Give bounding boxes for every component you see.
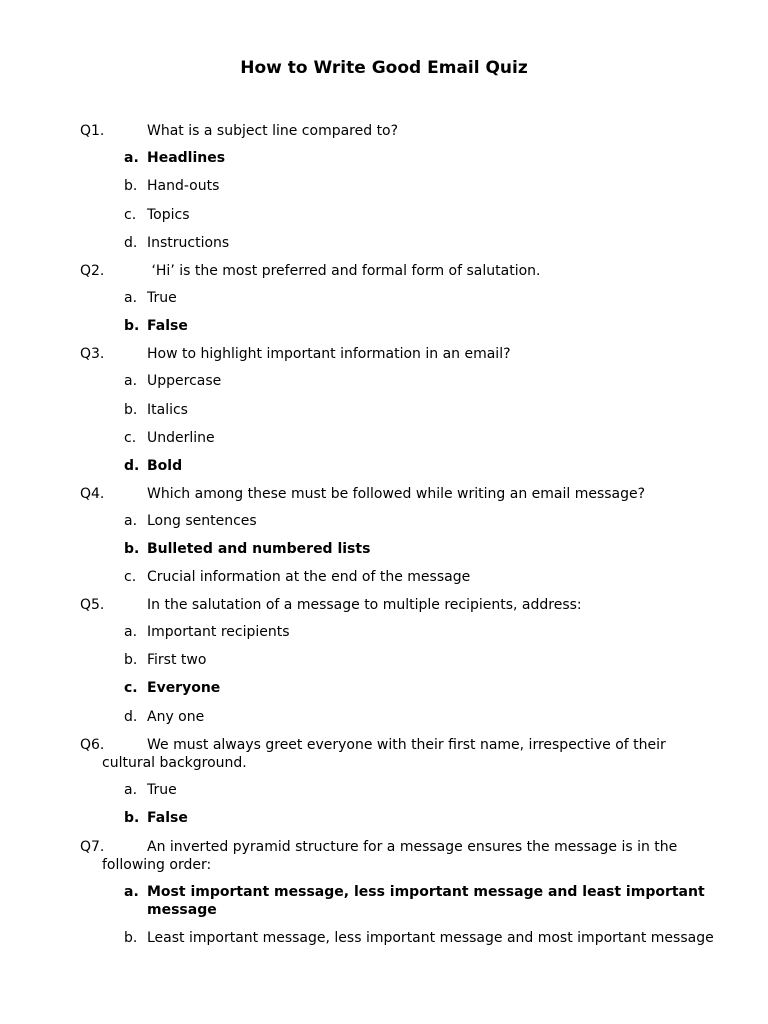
option-text: Topics [147, 207, 190, 223]
option-letter: b. [124, 178, 138, 194]
option-text: True [147, 782, 177, 798]
question-number: Q2. [80, 263, 105, 279]
option-letter: b. [124, 402, 138, 418]
question-number: Q5. [80, 597, 105, 613]
question-number: Q3. [80, 346, 105, 362]
question-text: ‘Hi’ is the most preferred and formal form of salutation. [147, 263, 541, 279]
option-letter: a. [124, 290, 138, 306]
option-text: False [147, 810, 188, 826]
option-letter: a. [124, 624, 138, 640]
option-letter: a. [124, 884, 139, 900]
question-text: We must always greet everyone with their first name, irrespective of their [147, 737, 666, 753]
question-number: Q4. [80, 486, 105, 502]
option-text: Headlines [147, 150, 226, 166]
question-number: Q6. [80, 737, 105, 753]
option-letter: a. [124, 782, 138, 798]
question-text: Which among these must be followed while writing an email message? [147, 486, 646, 502]
option-text: Least important message, less important message and most important message [147, 930, 714, 946]
question-text: How to highlight important information in an email? [147, 346, 511, 362]
option-letter: b. [124, 652, 138, 668]
option-text: Bold [147, 458, 183, 474]
option-text: Crucial information at the end of the message [147, 569, 471, 585]
option-text: Hand-outs [147, 178, 220, 194]
option-text: Everyone [147, 680, 221, 696]
option-letter: d. [124, 235, 138, 251]
option-text: First two [147, 652, 207, 668]
option-text: Italics [147, 402, 188, 418]
option-text: Uppercase [147, 373, 222, 389]
question-number: Q7. [80, 839, 105, 855]
option-letter: c. [124, 207, 137, 223]
option-letter: d. [124, 458, 140, 474]
option-letter: b. [124, 930, 138, 946]
page-title: How to Write Good Email Quiz [240, 58, 528, 78]
option-text: Bulleted and numbered lists [147, 541, 371, 557]
option-text: Most important message, less important message and least important [147, 884, 705, 900]
option-letter: c. [124, 569, 137, 585]
option-letter: a. [124, 150, 139, 166]
option-text: Underline [147, 430, 215, 446]
option-letter: d. [124, 709, 138, 725]
option-text: False [147, 318, 188, 334]
option-text-continued: message [147, 902, 217, 918]
option-text: Long sentences [147, 513, 257, 529]
question-number: Q1. [80, 123, 105, 139]
option-text: Any one [147, 709, 205, 725]
option-letter: b. [124, 541, 140, 557]
option-text: True [147, 290, 177, 306]
option-letter: c. [124, 430, 137, 446]
option-letter: b. [124, 318, 140, 334]
option-letter: b. [124, 810, 140, 826]
question-text: In the salutation of a message to multiple recipients, address: [147, 597, 582, 613]
option-letter: a. [124, 373, 138, 389]
question-text-continued: cultural background. [102, 755, 247, 771]
question-text: What is a subject line compared to? [147, 123, 399, 139]
option-letter: a. [124, 513, 138, 529]
option-letter: c. [124, 680, 138, 696]
question-text-continued: following order: [102, 857, 212, 873]
question-text: An inverted pyramid structure for a message ensures the message is in the [147, 839, 678, 855]
option-text: Instructions [147, 235, 230, 251]
option-text: Important recipients [147, 624, 290, 640]
